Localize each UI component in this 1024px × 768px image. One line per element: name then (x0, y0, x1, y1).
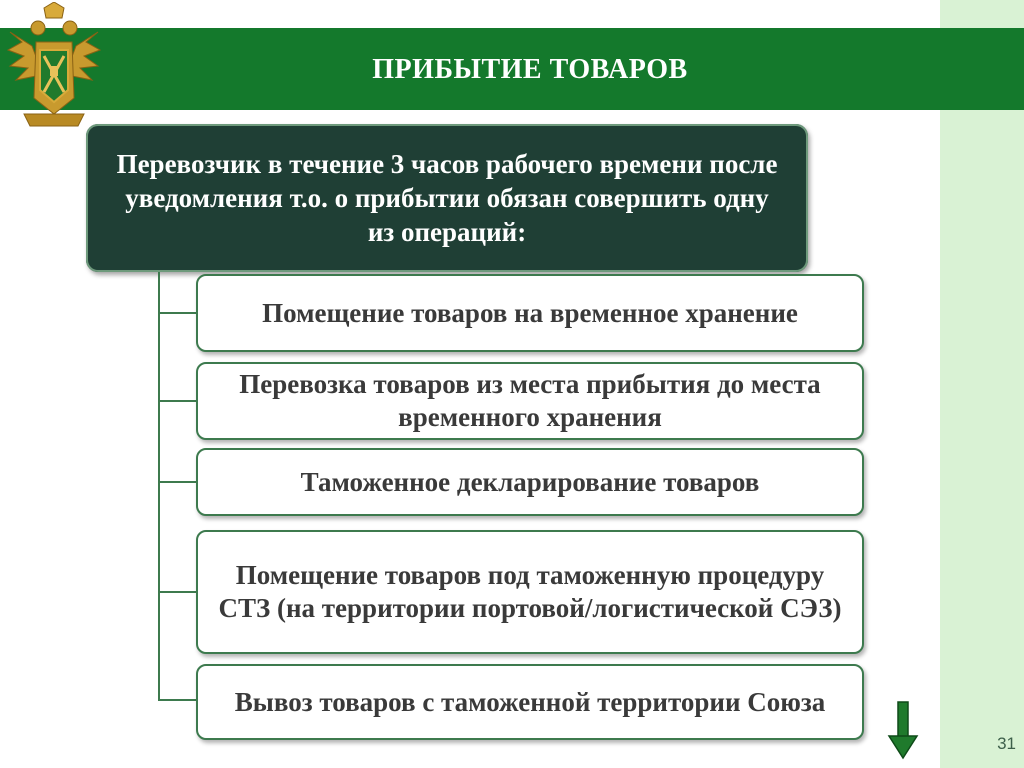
page-number: 31 (997, 734, 1016, 753)
branch-line (158, 400, 198, 402)
arrow-down-icon[interactable] (886, 700, 920, 760)
customs-emblem-icon (2, 2, 106, 132)
operation-item-free-zone-procedure: Помещение товаров под таможенную процедуру СТЗ (на территории портовой/логистической СЭЗ) (196, 530, 864, 654)
branch-line (158, 699, 198, 701)
operation-item-temporary-storage: Помещение товаров на временное хранение (196, 274, 864, 352)
page-title: ПРИБЫТИЕ ТОВАРОВ (372, 54, 688, 85)
branch-line (158, 312, 198, 314)
branch-line (158, 481, 198, 483)
main-instruction-box: Перевозчик в течение 3 часов рабочего времени после уведомления т.о. о прибытии обязан совершить одну из операций: (86, 124, 808, 272)
operation-item-transport-to-storage: Перевозка товаров из места прибытия до места временного хранения (196, 362, 864, 440)
operation-item-customs-declaration: Таможенное декларирование товаров (196, 448, 864, 516)
side-strip (940, 0, 1024, 768)
tree-connector-line (158, 272, 160, 700)
branch-line (158, 591, 198, 593)
operation-item-export-from-union: Вывоз товаров с таможенной территории Союза (196, 664, 864, 740)
